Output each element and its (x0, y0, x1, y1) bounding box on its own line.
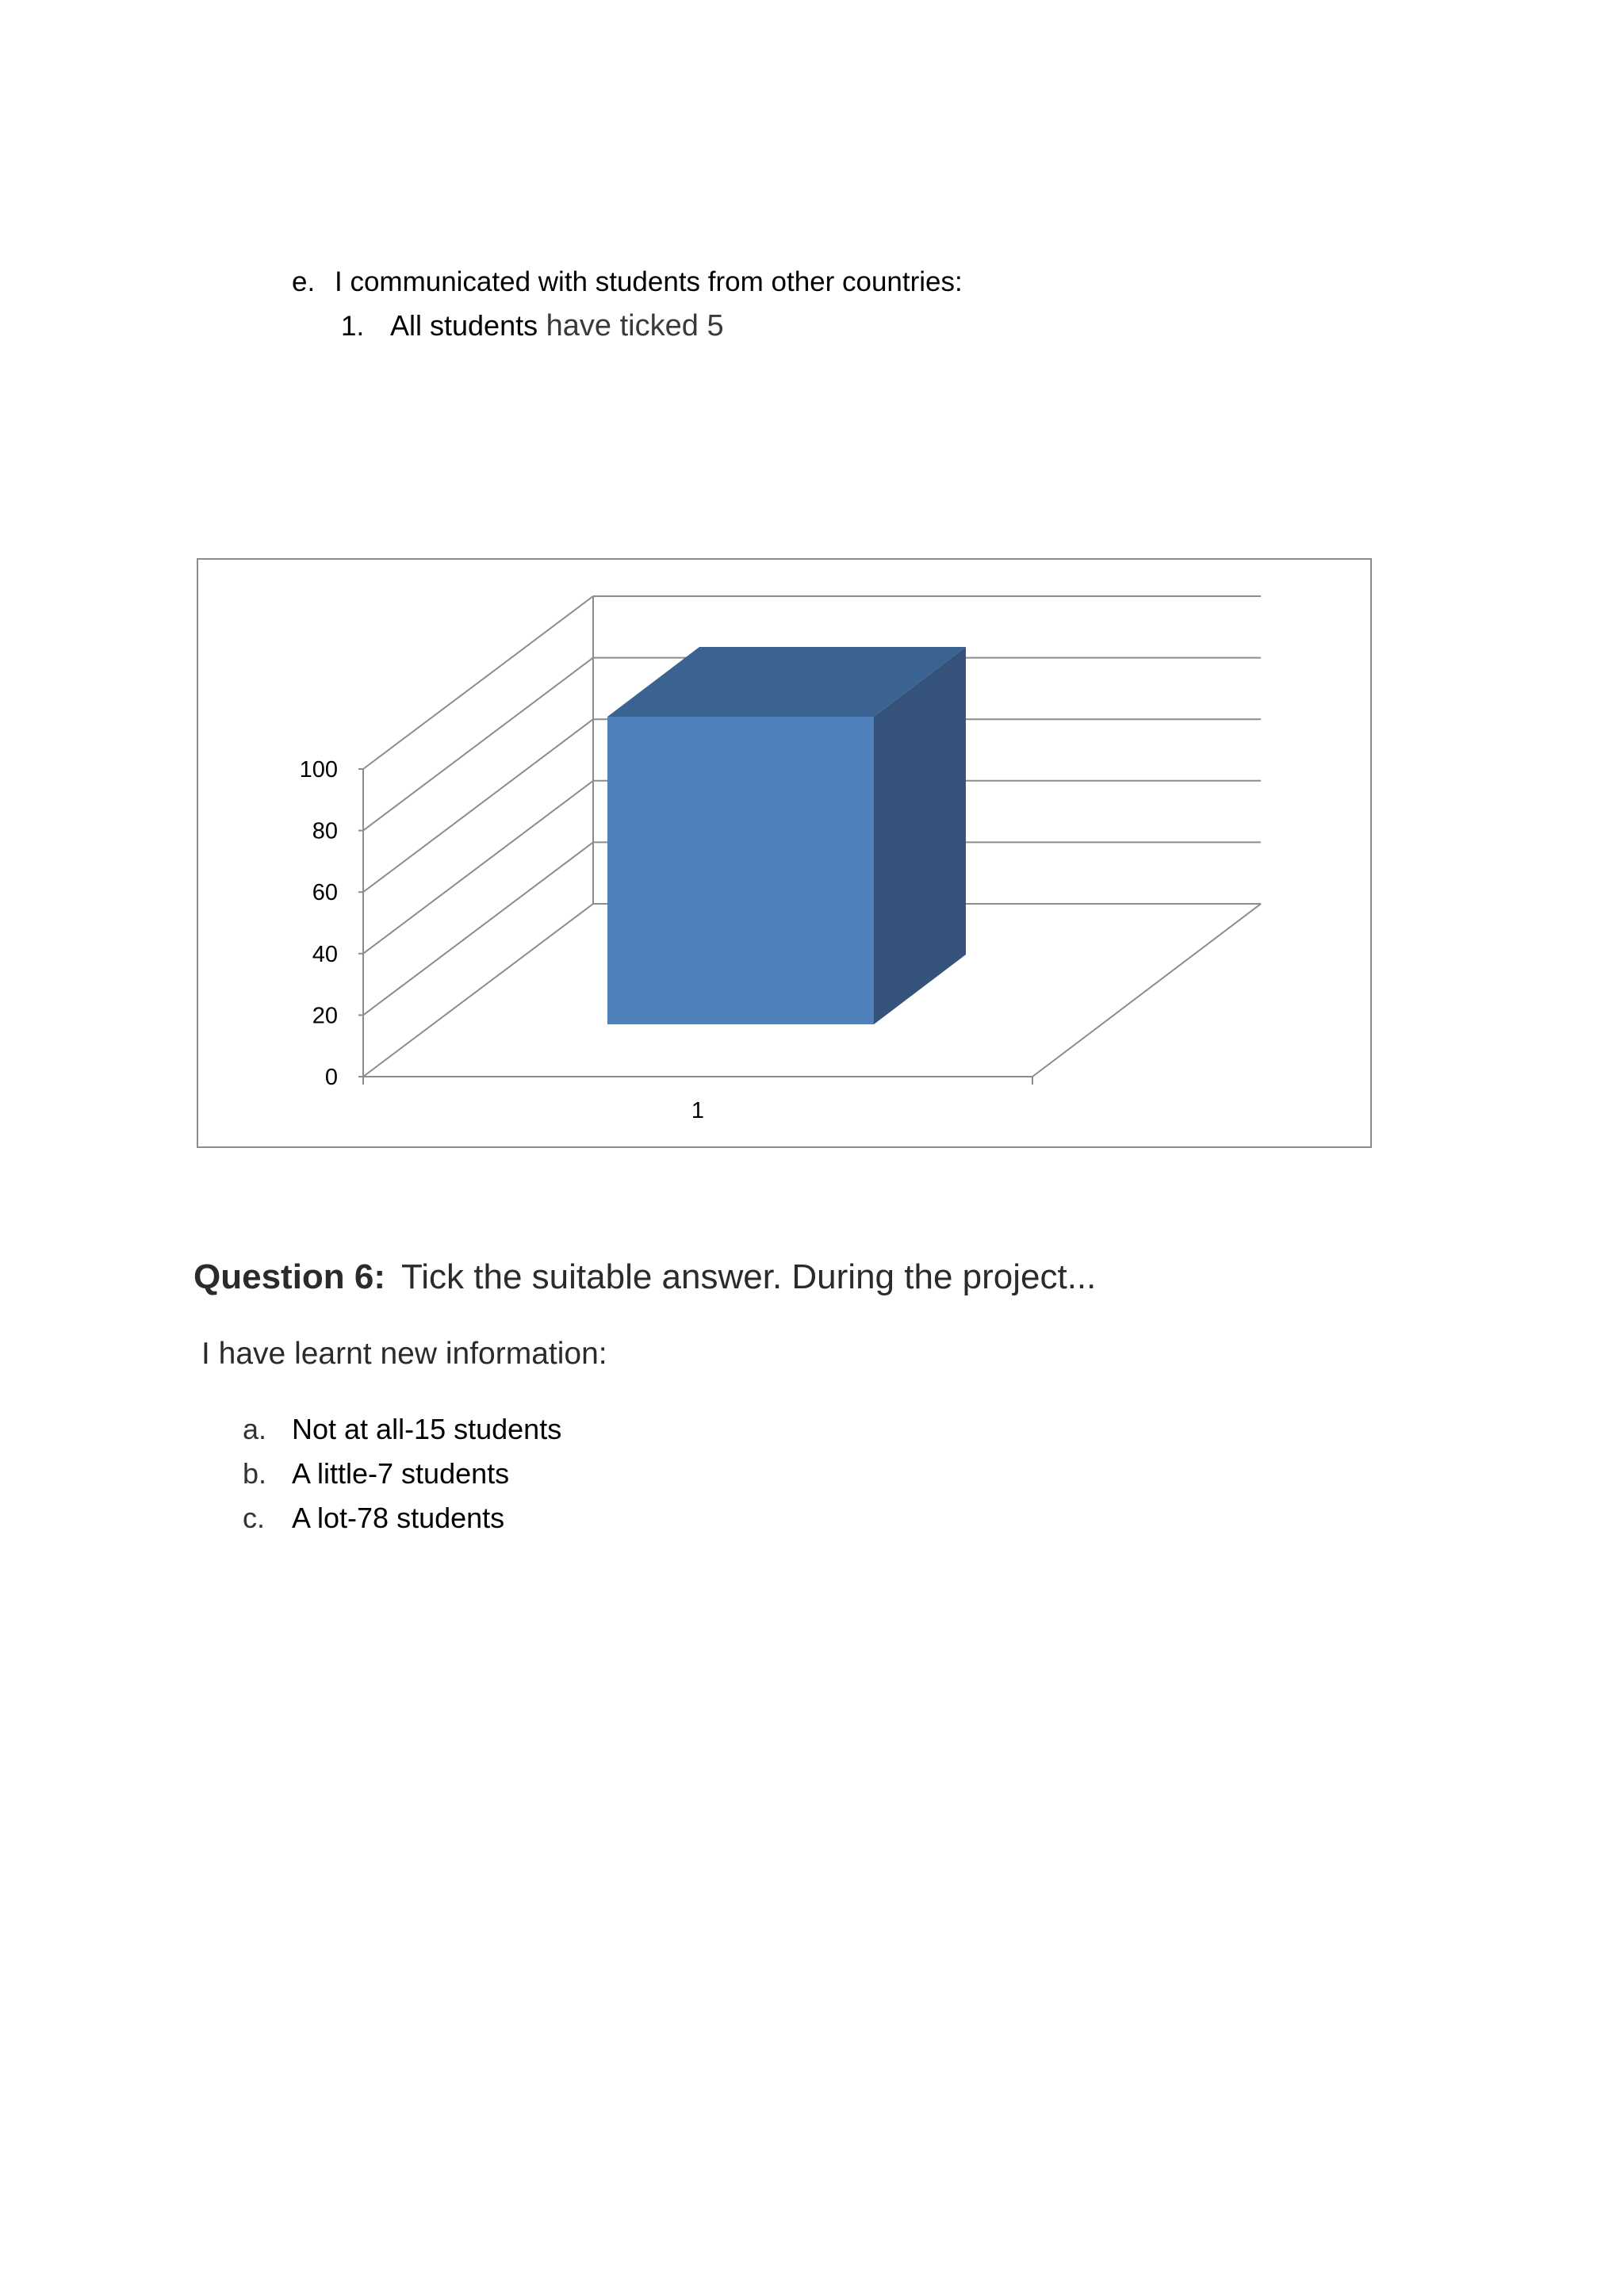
gridline-side-80 (363, 658, 593, 831)
list-marker-e: e. (292, 266, 316, 297)
question-label: Question 6: (193, 1257, 386, 1296)
sub-question: I have learnt new information: (201, 1337, 607, 1371)
answer-text-c: A lot-78 students (292, 1502, 505, 1534)
question-title (193, 1257, 1096, 1297)
gridline-side-40 (363, 781, 593, 954)
ytick-label-40: 40 (312, 941, 338, 967)
answer-text-b: A little-7 students (292, 1457, 510, 1490)
chart-frame (197, 558, 1372, 1148)
gridline-side-0 (363, 904, 593, 1077)
answer-marker-a: a. (243, 1413, 267, 1445)
answer-marker-b: b. (243, 1457, 267, 1490)
list-item-e-text: I communicated with students from other countries: (335, 266, 963, 297)
list-item-1-text-b: have ticked 5 (538, 309, 724, 342)
gridline-side-20 (363, 842, 593, 1015)
ytick-label-20: 20 (312, 1003, 338, 1029)
answer-text-a: Not at all-15 students (292, 1413, 562, 1445)
ytick-label-100: 100 (299, 757, 338, 783)
gridline-side-60 (363, 719, 593, 892)
list-item-1-text (390, 311, 724, 341)
ytick-label-0: 0 (324, 1065, 338, 1090)
bar-front-1 (607, 717, 874, 1024)
x-category-label-1: 1 (691, 1098, 705, 1123)
floor-right-edge (1032, 904, 1261, 1077)
bar-chart (198, 560, 1373, 1150)
gridline-side-100 (363, 596, 593, 769)
ytick-label-80: 80 (312, 818, 338, 844)
list-marker-1: 1. (341, 311, 365, 342)
ytick-label-60: 60 (312, 880, 338, 906)
question-text: Tick the suitable answer. During the project... (401, 1257, 1097, 1296)
list-item-1-text-a: All students (390, 309, 538, 342)
answer-marker-c: c. (243, 1502, 266, 1534)
